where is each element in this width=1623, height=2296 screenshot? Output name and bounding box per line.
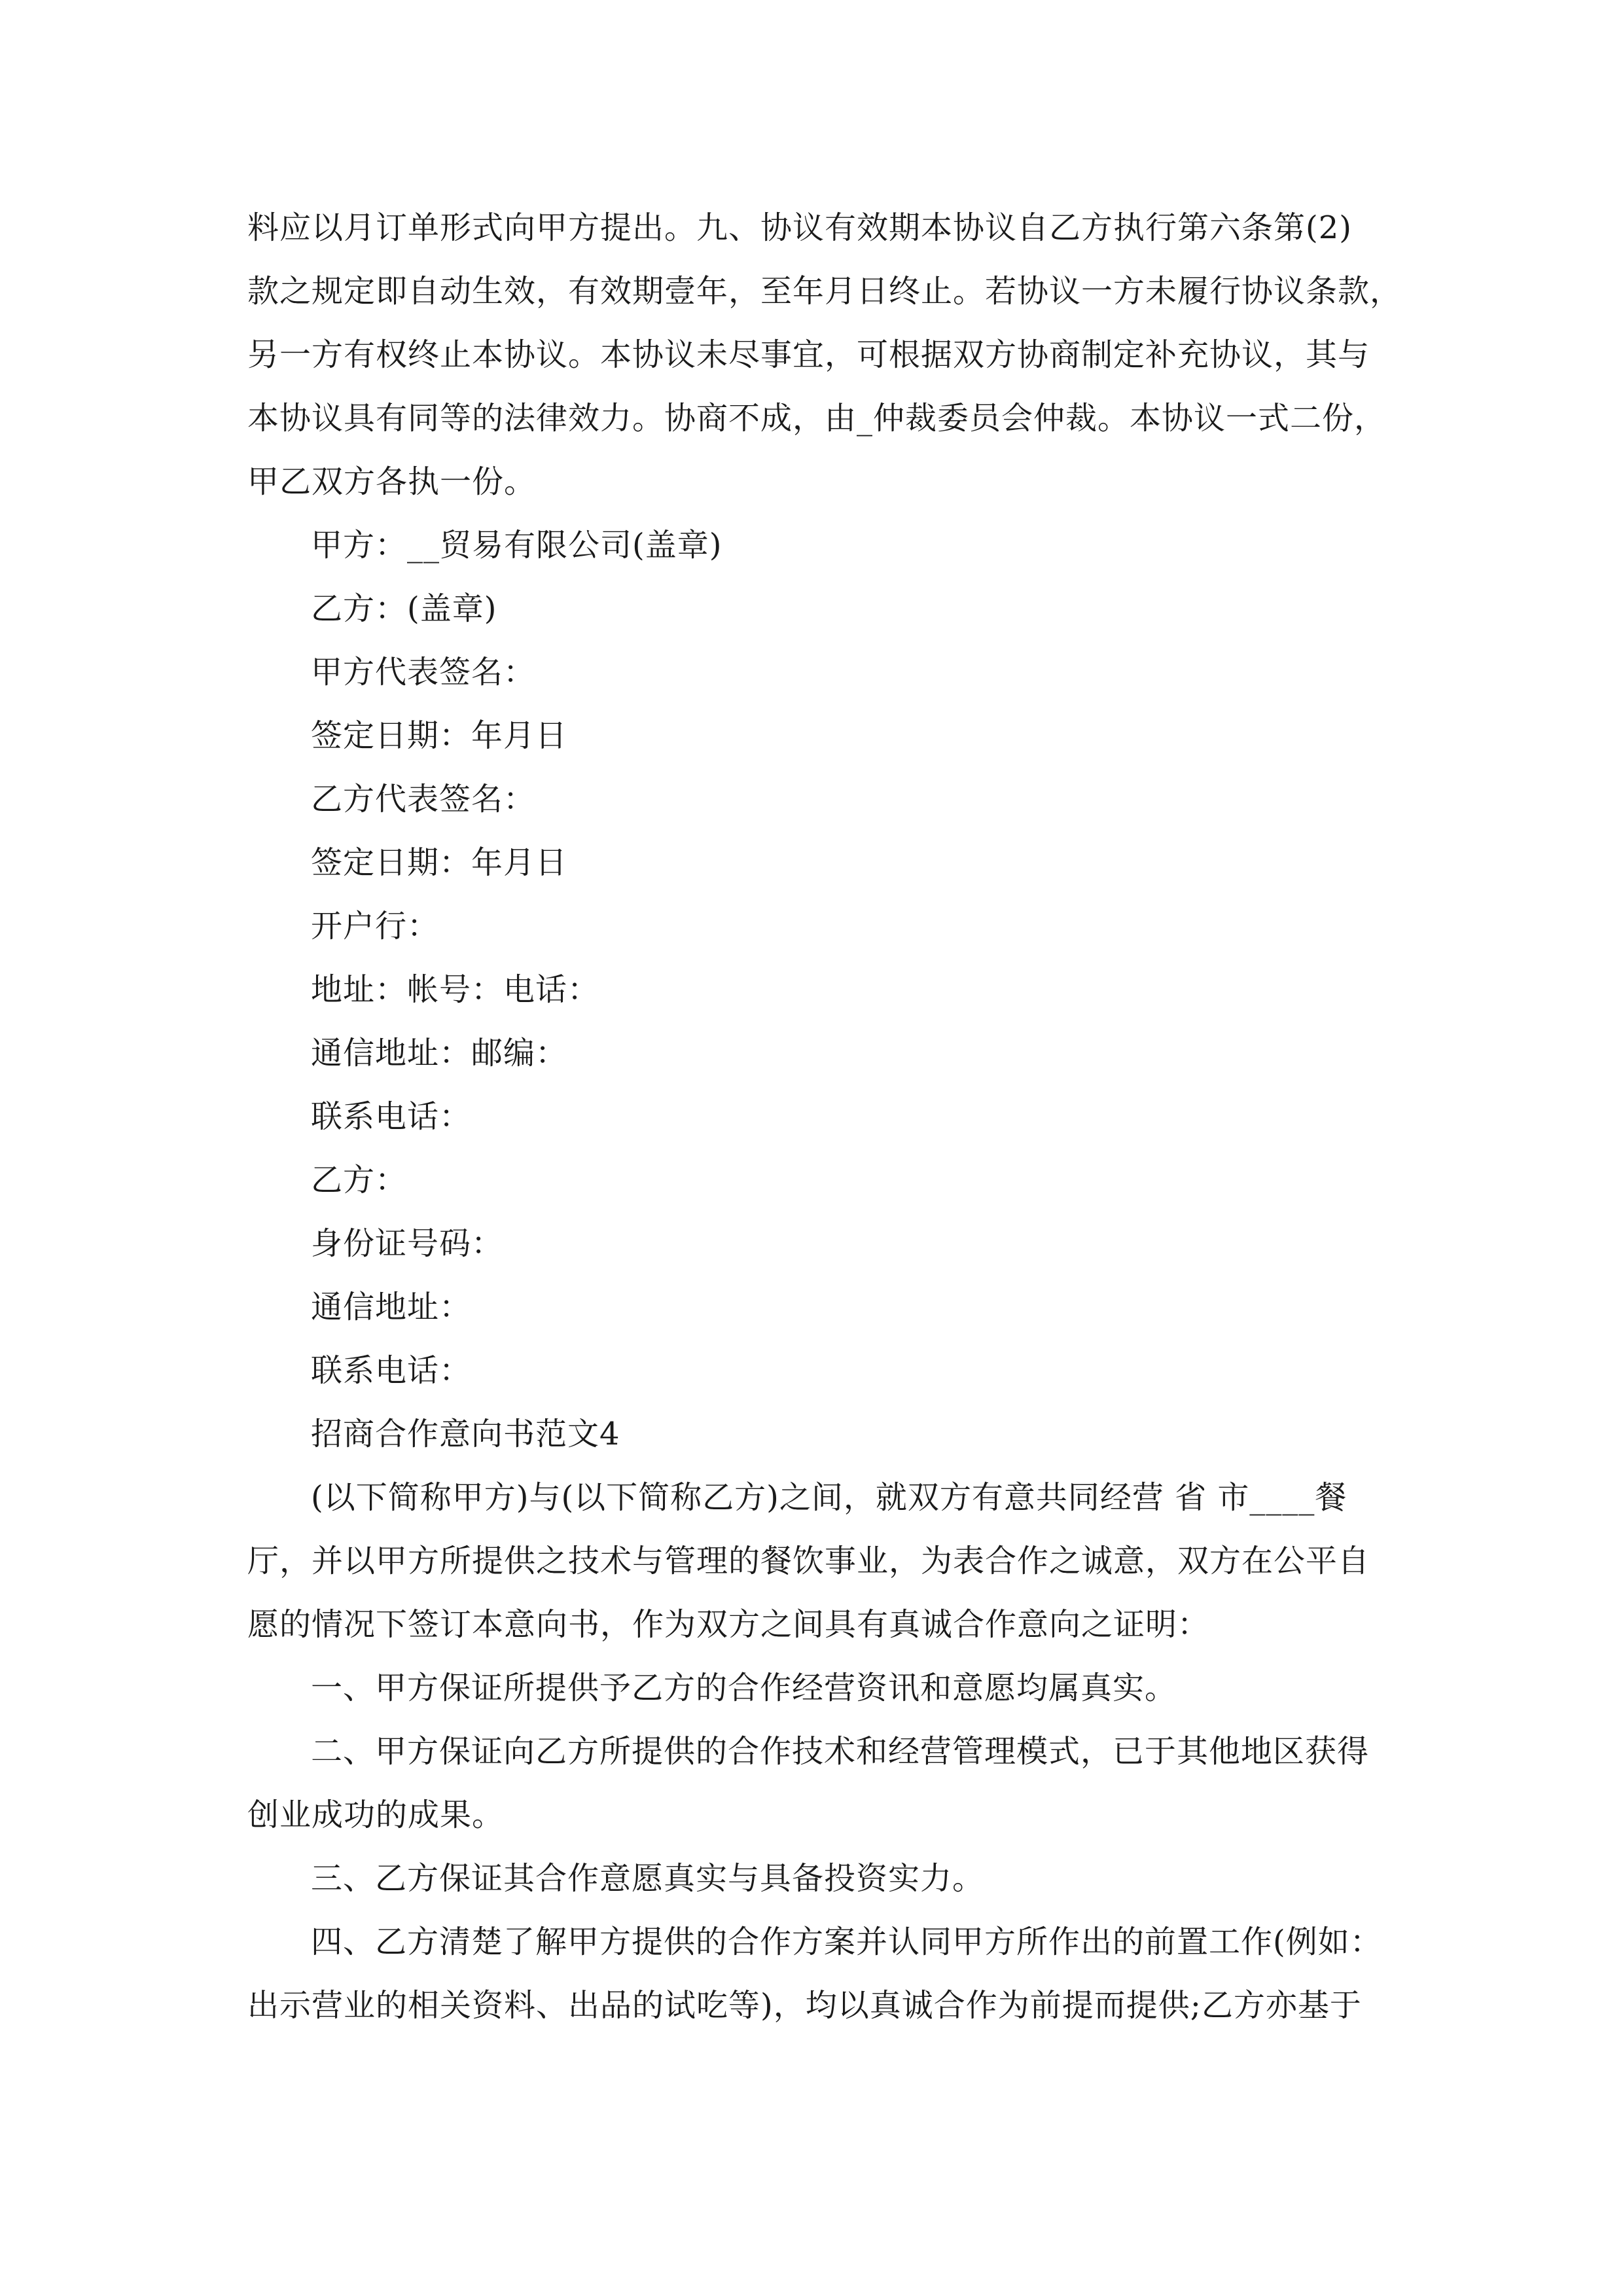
clause-line: 三、乙方保证其合作意愿真实与具备投资实力。 [311,1860,985,1897]
text-line: 创业成功的成果。 [247,1797,505,1833]
sign-date-line: 签定日期：年月日 [311,717,568,754]
contact-phone-line: 联系电话： [311,1352,472,1389]
section-heading: 招商合作意向书范文4 [311,1416,620,1452]
text-line: 另一方有权终止本协议。本协议未尽事宜，可根据双方协商制定补充协议，其与 [247,336,1370,373]
party-b-line: 乙方： [311,1162,408,1198]
text-line: 甲乙双方各执一份。 [247,463,537,500]
text-line: 料应以月订单形式向甲方提出。九、协议有效期本协议自乙方执行第六条第(2) [247,209,1352,246]
text-line: (以下简称甲方)与(以下简称乙方)之间，就双方有意共同经营 省 市____餐 [311,1479,1347,1516]
text-line: 款之规定即自动生效，有效期壹年，至年月日终止。若协议一方未履行协议条款， [247,273,1402,310]
party-b-line: 乙方：(盖章) [311,590,497,627]
party-b-signature-line: 乙方代表签名： [311,781,536,817]
sign-date-line: 签定日期：年月日 [311,844,568,881]
mailing-address-line: 通信地址：邮编： [311,1035,568,1071]
text-line: 厅，并以甲方所提供之技术与管理的餐饮事业，为表合作之诚意，双方在公平自 [247,1543,1370,1579]
party-a-line: 甲方：__贸易有限公司(盖章) [311,527,722,564]
address-account-phone-line: 地址：帐号：电话： [311,971,600,1008]
mailing-address-line: 通信地址： [311,1289,472,1325]
text-line: 本协议具有同等的法律效力。协商不成，由_仲裁委员会仲裁。本协议一式二份， [247,400,1387,437]
id-number-line: 身份证号码： [311,1225,504,1262]
document-page [247,196,1419,2037]
text-line: 愿的情况下签订本意向书，作为双方之间具有真诚合作意向之证明： [247,1606,1210,1643]
clause-line: 二、甲方保证向乙方所提供的合作技术和经营管理模式，已于其他地区获得 [311,1733,1370,1770]
bank-line: 开户行： [311,908,440,944]
party-a-signature-line: 甲方代表签名： [311,654,536,691]
clause-line: 一、甲方保证所提供予乙方的合作经营资讯和意愿均属真实。 [311,1670,1177,1706]
text-line: 出示营业的相关资料、出品的试吃等)，均以真诚合作为前提而提供;乙方亦基于 [247,1987,1362,2024]
contact-phone-line: 联系电话： [311,1098,472,1135]
clause-line: 四、乙方清楚了解甲方提供的合作方案并认同甲方所作出的前置工作(例如： [311,1924,1382,1960]
